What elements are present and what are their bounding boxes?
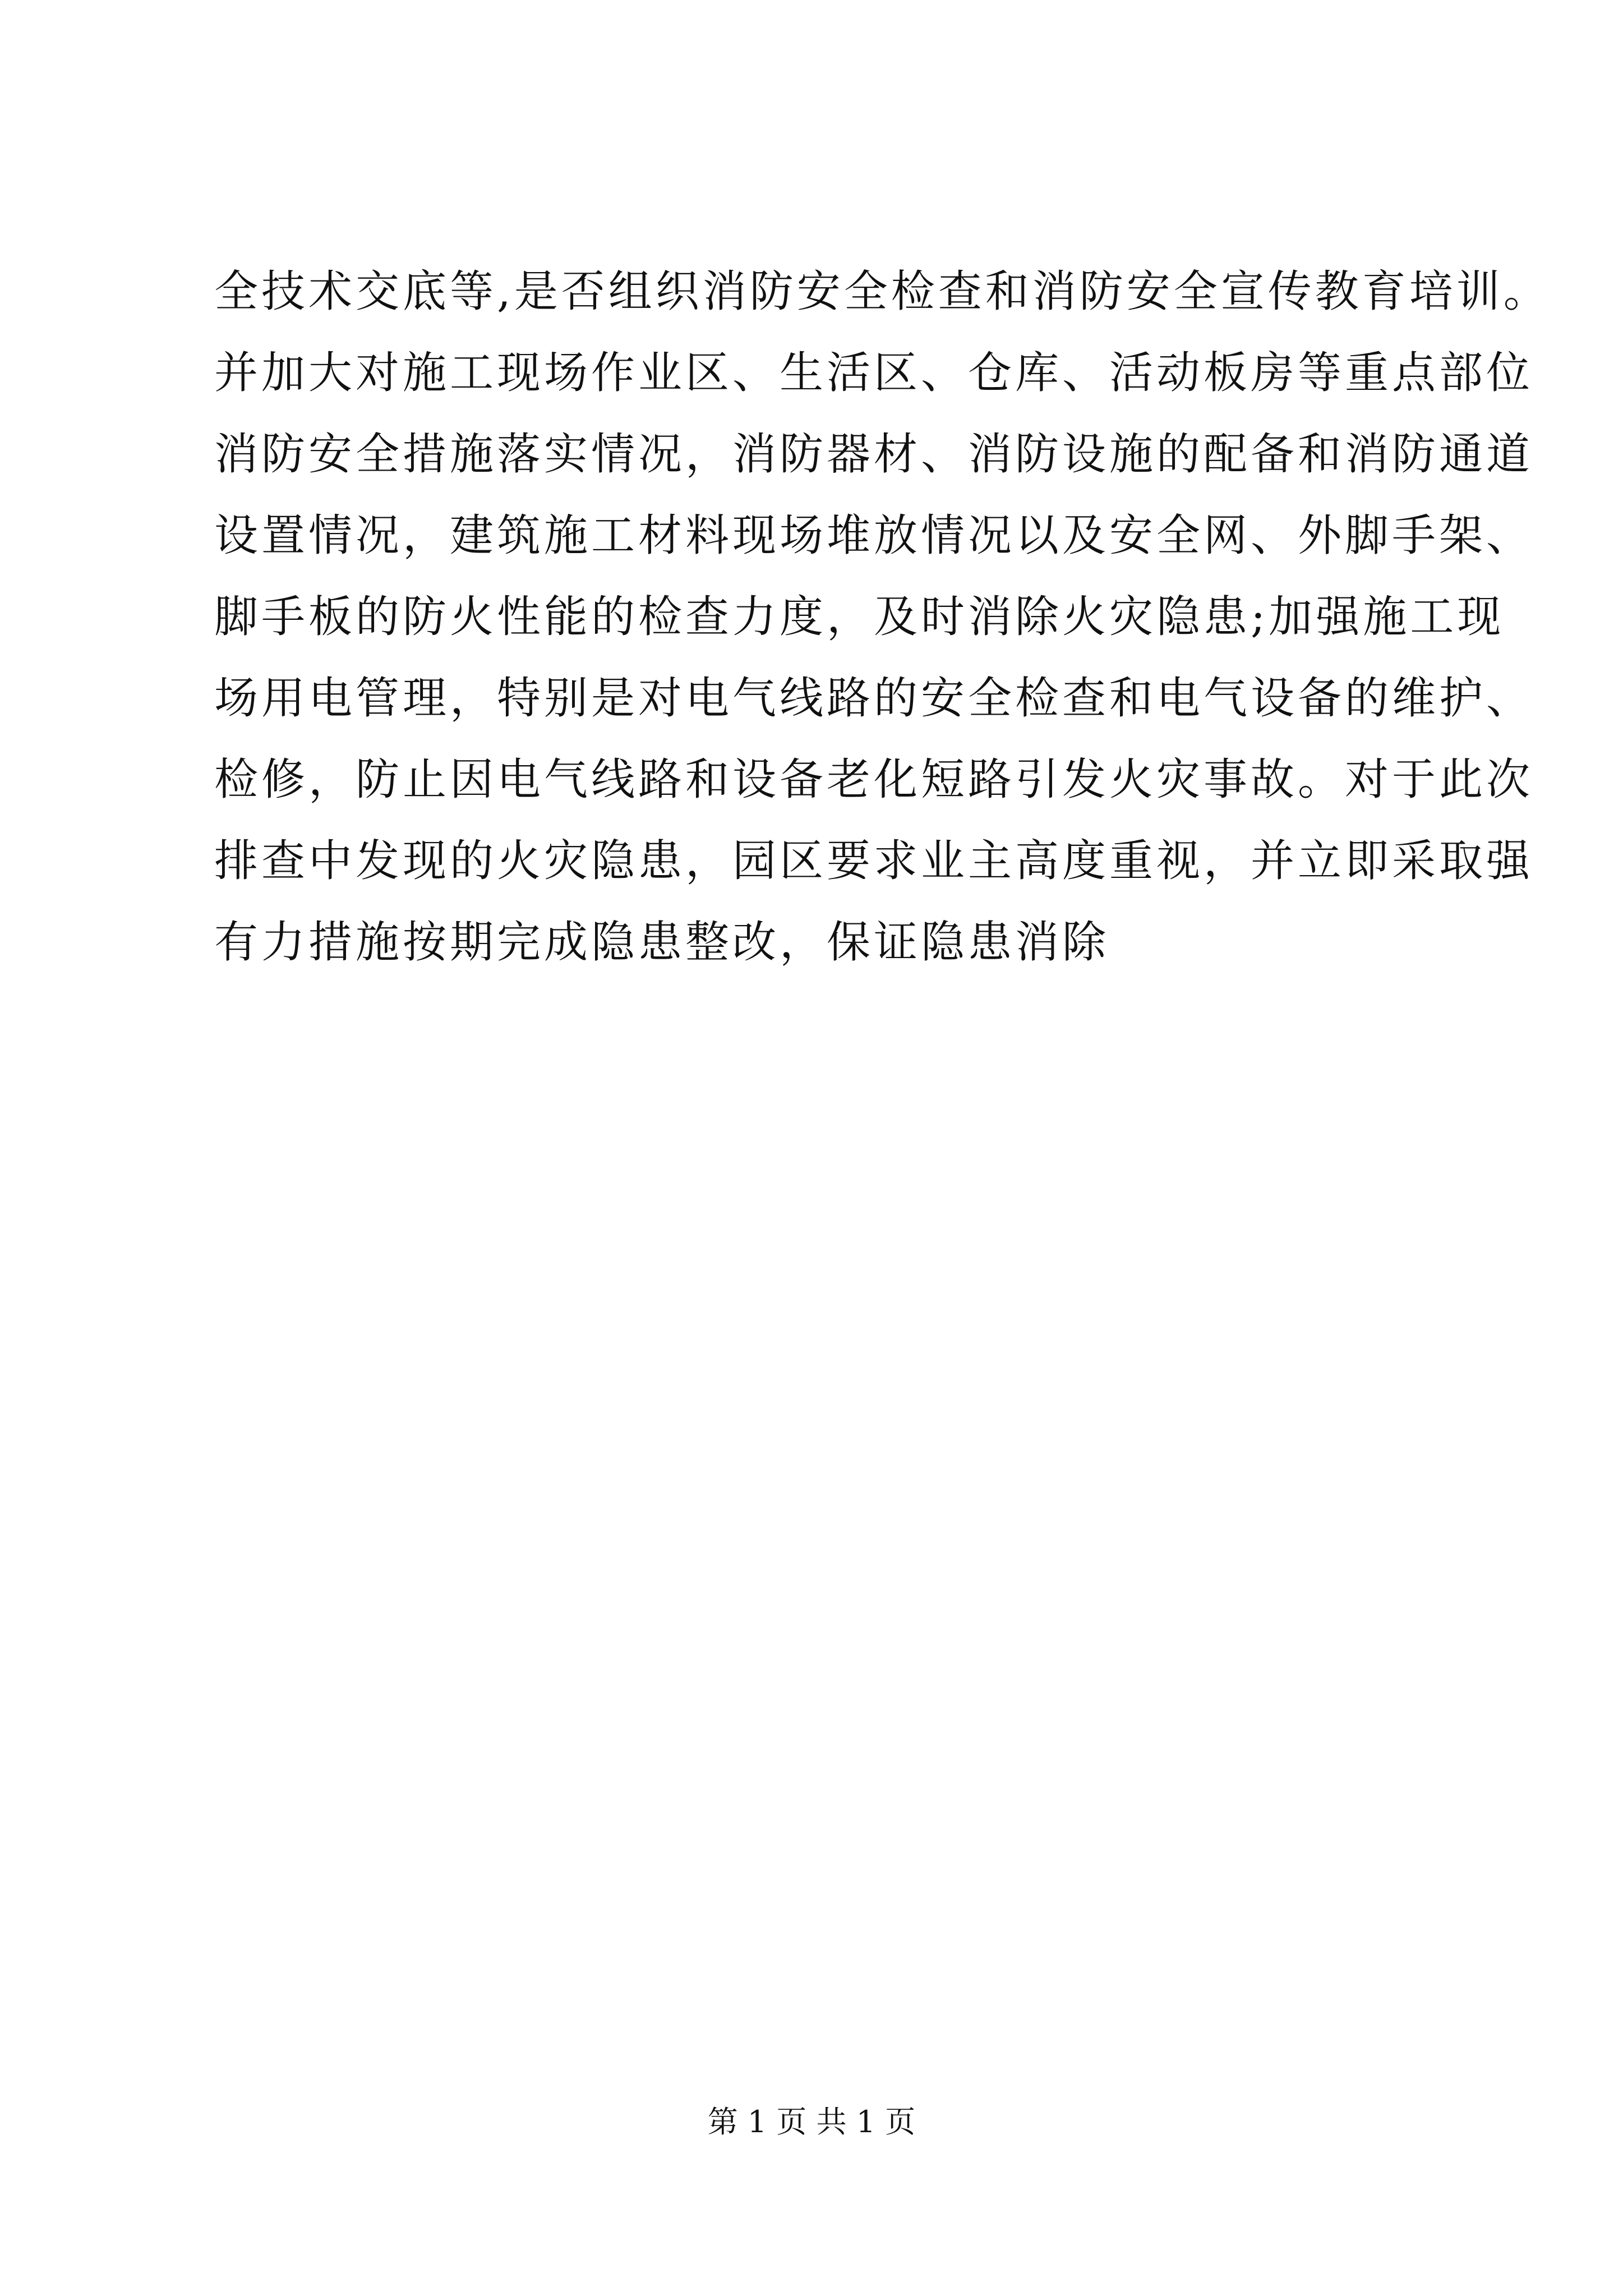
text-line: 脚手板的防火性能的检查力度，及时消除火灾隐患;加强施工现: [214, 592, 1505, 642]
text-line: 排查中发现的火灾隐患，园区要求业主高度重视，并立即采取强: [214, 836, 1534, 886]
text-line: 消防安全措施落实情况，消防器材、消防设施的配备和消防通道: [214, 429, 1534, 480]
text-line: 场用电管理，特别是对电气线路的安全检查和电气设备的维护、: [214, 673, 1534, 724]
page-number-footer: 第 1 页 共 1 页: [707, 2104, 916, 2139]
text-line: 有力措施按期完成隐患整改，保证隐患消除: [214, 917, 1110, 968]
text-line: 设置情况，建筑施工材料现场堆放情况以及安全网、外脚手架、: [214, 510, 1534, 561]
text-line: 检修，防止因电气线路和设备老化短路引发火灾事故。对于此次: [214, 754, 1534, 805]
text-line: 并加大对施工现场作业区、生活区、仓库、活动板房等重点部位: [214, 348, 1534, 398]
text-line: 全技术交底等,是否组织消防安全检查和消防安全宣传教育培训。: [214, 266, 1551, 317]
body-paragraph: [214, 251, 1551, 983]
